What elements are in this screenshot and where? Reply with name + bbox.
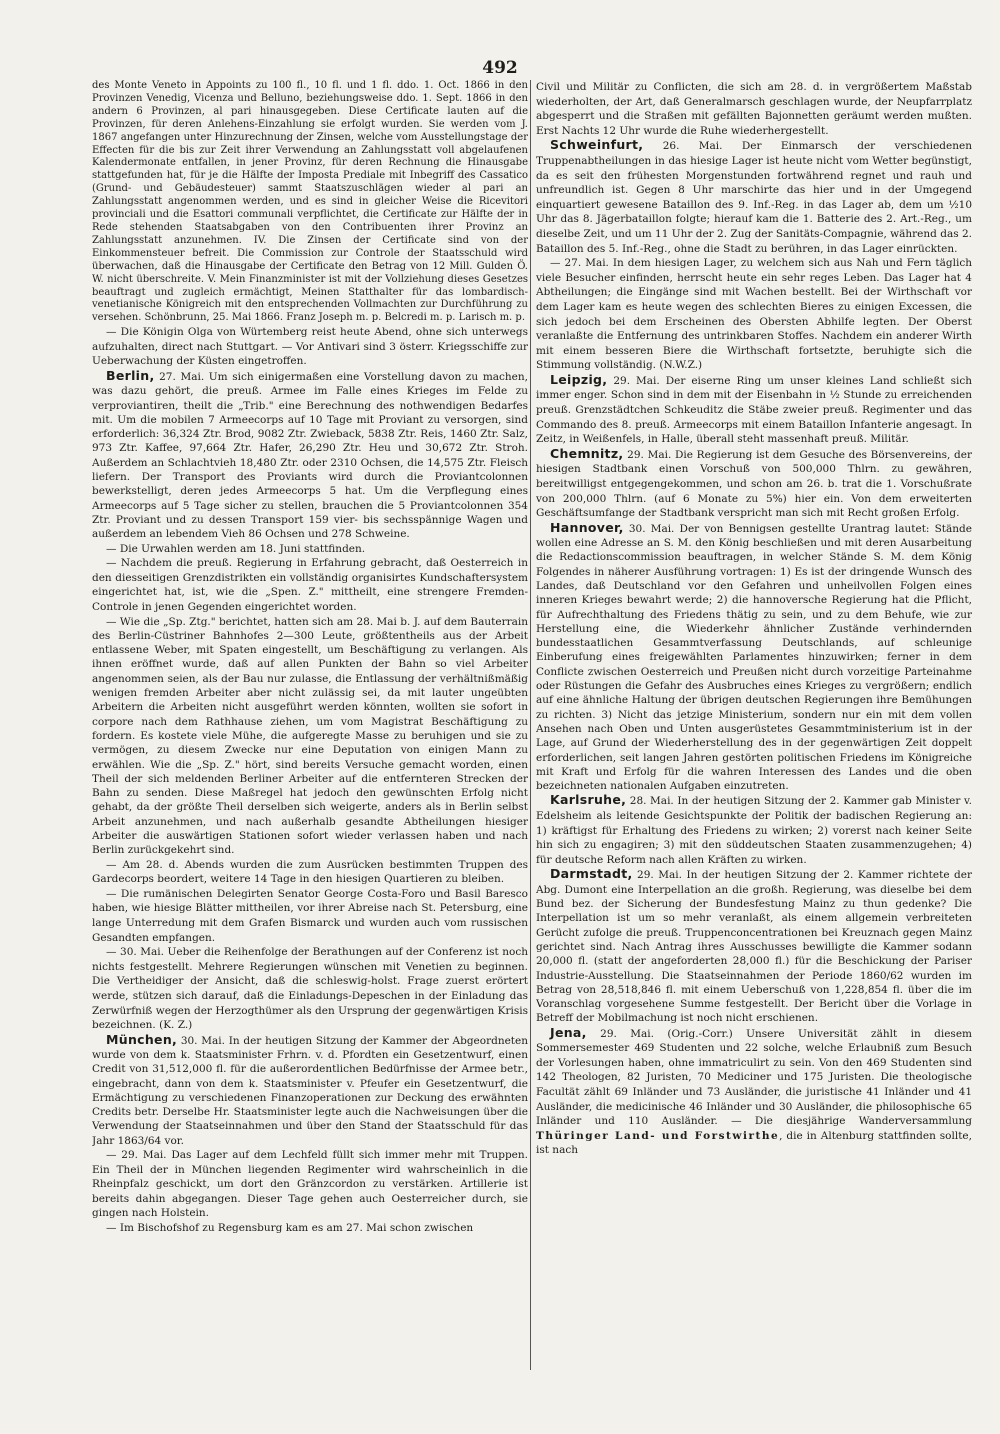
- right-column: [536, 80, 972, 1380]
- emphasized-text: Thüringer Land- und Forstwirthe: [536, 1129, 780, 1142]
- article-text: 27. Mai. Um sich einigermaßen eine Vorstellung davon zu machen, was dazu gehört, die preuß. Armee im Falle eines Krieges im Felde zu verproviantiren, theilt die „Trib." eine Berechnung des nothwendigen Bedarfes mit. Um die mobilen 7 Armeecorps auf 10 Tage mit Proviant zu versorgen, sind erforderlich: 36,324 Ztr. Brod, 9082 Ztr. Zwieback, 5838 Ztr. Reis, 1460 Ztr. Salz, 973 Ztr. Kaffee, 97,664 Ztr. Hafer, 26,290 Ztr. Heu und 30,672 Ztr. Stroh. Außerdem an Schlachtvieh 18,480 Ztr. oder 2310 Ochsen, die 14,575 Ztr. Fleisch liefern. Der Transport des Proviants wird durch die Proviantcolonnen bewerkstelligt, deren jedes Armeecorps 5 hat. Um die Verpflegung eines Armeecorps auf 5 Tage sicher zu stellen, brauchen die 5 Proviantcolonnen 354 Ztr. Proviant und zu dessen Transport 159 vier- bis sechsspännige Wagen und außerdem an lebendem Vieh 86 Ochsen und 278 Schweine.: [92, 371, 528, 541]
- article-text: , die in Altenburg stattfinden sollte, ist nach: [536, 1129, 972, 1157]
- page-number: 492: [482, 58, 518, 78]
- article-paragraph: — Im Bischofshof zu Regensburg kam es am 27. Mai schon zwischen: [106, 1222, 474, 1235]
- article-paragraph: — 30. Mai. Ueber die Reihenfolge der Berathungen auf der Conferenz ist noch nichts festgestellt. Mehrere Regierungen wünschen mit Venetien zu beginnen. Die Vertheidiger der Ansicht, daß die schleswig-holst. Frage zuerst erörtert werde, stützen sich darauf, daß die Einladungs-Depeschen in der Einladung das Zerwürfniß wegen der Herzogthümer als den Ursprung der gegenwärtigen Krisis bezeichnen. (K. Z.): [92, 946, 528, 1032]
- article-muenchen: [92, 1033, 528, 1148]
- article-text: 28. Mai. In der heutigen Sitzung der 2. Kammer gab Minister v. Edelsheim als leitende Gesichtspunkte der Politik der badischen Regierung an: 1) kräftigst für Erhaltung des Friedens zu wirken; 2) vorerst nach keiner Seite hin sich zu engagiren; 3) mit den süddeutschen Staaten zusammenzugehen; 4) für deutsche Reform nach allen Kräften zu wirken.: [536, 795, 972, 866]
- article-text: 30. Mai. In der heutigen Sitzung der Kammer der Abgeordneten wurde von dem k. Staatsminister Frhrn. v. d. Pfordten ein Gesetzentwurf, einen Credit von 31,512,000 fl. für die außerordentlichen Bedürfnisse der Armee betr., eingebracht, dann von dem k. Staatsminister v. Pfeufer ein Gesetzentwurf, die Ermächtigung zu verschiedenen Finanzoperationen zur Deckung des erwähnten Credits betr. Derselbe Hr. Staatsminister legte auch die Nachweisungen über die Verwendung der Staatseinnahmen und über den Stand der Staatsschuld für das Jahr 1863/64 vor.: [92, 1034, 528, 1147]
- article-berlin: [92, 369, 528, 542]
- article-text: 26. Mai. Der Einmarsch der verschiedenen Truppenabtheilungen in das hiesige Lager ist heute nicht vom Wetter begünstigt, da es seit den frühesten Morgenstunden fortwährend regnet und rauh und unfreundlich ist. Gegen 8 Uhr marschirte das hier und in der Umgegend einquartiert gewesene Bataillon des 9. Inf.-Reg. in das Lager ab, dem um ½10 Uhr das 8. Jägerbataillon folgte; hierauf kam die 1. Batterie des 2. Art.-Reg., um dieselbe Zeit, und um 11 Uhr der 2. Zug der Sanitäts-Compagnie, während das 2. Bataillon des 5. Inf.-Reg., ohne die Stadt zu berühren, in das Lager einrückten.: [536, 140, 972, 255]
- article-paragraph: — Wie die „Sp. Ztg." berichtet, hatten sich am 28. Mai b. J. auf dem Bauterrain des Berlin-Cüstriner Bahnhofes 2—300 Leute, größtentheils aus der Arbeit entlassene Weber, mit Spaten eingestellt, um Beschäftigung zu verlangen. Als ihnen eröffnet wurde, daß auf allen Punkten der Bahn so viel Arbeiter angenommen seien, als der Bau nur zulasse, die Entlassung der verhältnißmäßig wenigen fremden Arbeiter aber nicht zulässig sei, da mit lauter ungeübten Arbeitern die Arbeiten nicht ausgeführt werden könnten, wollten sie sofort in corpore nach dem Rathhause ziehen, um vom Magistrat Beschäftigung zu fordern. Es kostete viele Mühe, die aufgeregte Masse zu beruhigen und sie zu vermögen, zu diesem Zwecke nur eine Deputation von einigen Mann zu erwählen. Wie die „Sp. Z." hört, sind bereits Versuche gemacht worden, einen Theil der sich meldenden Berliner Arbeiter auf die entfernteren Strecken der Bahn zu senden. Diese Maßregel hat jedoch den gewünschten Erfolg nicht gehabt, da der größte Theil derselben sich weigerte, anders als in Berlin selbst Arbeit anzunehmen, und nach außerhalb gesandte Abtheilungen hiesiger Arbeiter die auswärtigen Stationen sofort wieder verlassen haben und nach Berlin zurückgekehrt sind.: [92, 615, 528, 857]
- article-jena: [536, 1026, 972, 1158]
- dateline-place: Berlin,: [106, 368, 155, 383]
- article-chemnitz: [536, 447, 972, 521]
- article-paragraph: des Monte Veneto in Appoints zu 100 fl., 10 fl. und 1 fl. ddo. 1. Oct. 1866 in den Provinzen Venedig, Vicenza und Belluno, beziehungsweise ddo. 1. Sept. 1866 in den andern 6 Provinzen, al pari hinausgegeben. Diese Certificate lauten auf die Provinzen, für deren Anlehens-Einzahlung sie erfolgt wurden. Sie werden vom J. 1867 angefangen unter Hinzurechnung der Zinsen, welche vom Ausstellungstage der Effecten für die bis zur Zeit ihrer Verwendung an Zahlungsstatt voll abgelaufenen Kalendermonate entfallen, in jener Provinz, für deren Rechnung die Hinausgabe stattgefunden hat, für je die Hälfte der Imposta Prediale mit Inbegriff des Cassatico (Grund- und Gebäudesteuer) sammt Staatszuschlägen wieder al pari an Zahlungsstatt angenommen werden, und es sind in gleicher Weise die Ricevitori provinciali und die Esattori communali verpflichtet, die Certificate zur Hälfte der in Rede stehenden Staatsabgaben von den Contribuenten ihrer Provinz an Zahlungsstatt anzunehmen. IV. Die Zinsen der Certificate sind von der Einkommensteuer befreit. Die Commission zur Controle der Staatsschuld wird überwachen, daß die Hinausgabe der Certificate den Betrag von 12 Mill. Gulden Ö. W. nicht überschreite. V. Mein Finanzminister ist mit der Vollziehung dieses Gesetzes beauftragt und zugleich ermächtigt, Meinen Statthalter für das lombardisch-venetianische Königreich mit den entsprechenden Vollmachten zur Durchführung zu versehen. Schönbrunn, 25. Mai 1866. Franz Joseph m. p. Belcredi m. p. Larisch m. p.: [92, 80, 528, 324]
- article-paragraph: — 29. Mai. Das Lager auf dem Lechfeld füllt sich immer mehr mit Truppen. Ein Theil der in München liegenden Regimenter wird wahrscheinlich in die Rheinpfalz geschickt, um dort den Gränzcordon zu verstärken. Artillerie ist bereits dahin abgegangen. Dieser Tage gehen auch Oesterreicher durch, sie gingen nach Holstein.: [92, 1149, 528, 1220]
- article-text: 29. Mai. (Orig.-Corr.) Unsere Universität zählt in diesem Sommersemester 469 Studenten und 22 solche, welche Erlaubniß zum Besuch der Vorlesungen haben, ohne immatriculirt zu sein. Von den 469 Studenten sind 142 Theologen, 82 Juristen, 70 Mediciner und 175 Juristen. Die theologische Facultät zählt 69 Inländer und 73 Ausländer, die juristische 41 Inländer und 41 Ausländer, die medicinische 46 Inländer und 30 Ausländer, die philosophische 65 Inländer und 110 Ausländer. — Die diesjährige Wanderversammlung: [536, 1027, 972, 1128]
- article-paragraph: — Die Königin Olga von Würtemberg reist heute Abend, ohne sich unterwegs aufzuhalten, direct nach Stuttgart. — Vor Antivari sind 3 österr. Kriegsschiffe zur Ueberwachung der Küsten eingetroffen.: [92, 326, 528, 368]
- dateline-place: Jena,: [550, 1024, 587, 1040]
- dateline-place: München,: [106, 1031, 178, 1047]
- article-paragraph: — Am 28. d. Abends wurden die zum Ausrücken bestimmten Truppen des Gardecorps beordert, weitere 14 Tage in den hiesigen Quartieren zu bleiben.: [92, 858, 528, 886]
- article-text: 30. Mai. Der von Bennigsen gestellte Urantrag lautet: Stände wollen eine Adresse an S. M. den König beschließen und mit deren Ausarbeitung die Redactionscommission beauftragen, in welcher Stände S. M. dem König Folgendes in näherer Ausführung vortragen: 1) Es ist der dringende Wunsch des Landes, daß Deutschland vor den Gefahren und unheilvollen Folgen eines inneren Krieges bewahrt werde; 2) die hannoversche Regierung hat die Pflicht, für Aufrechthaltung des Friedens thätig zu sein, und zu dem Behufe, wie zur Herstellung eine, die Wiederkehr ähnlicher Zustände verhindernden bundesstaatlichen Gesammtverfassung Deutschlands, auf schleunige Einberufung eines freigewählten Parlamentes hinzuwirken; ferner in dem Conflicte zwischen Oesterreich und Preußen nicht durch vorzeitige Parteinahme oder Rüstungen die Gefahr des Ausbruches eines Krieges zu vergrößern; endlich auf eine ähnliche Haltung der übrigen deutschen Regierungen ihre Bemühungen zu richten. 3) Nicht das jetzige Ministerium, sondern nur ein mit dem vollen Ansehen nach Oben und Unten ausgerüstetes Gesammtministerium ist in der Lage, auf Grund der Wiederherstellung des in der gegenwärtigen Zeit doppelt erforderlichen, seit langen Jahren gestörten politischen Friedens im Königreiche mit Kraft und Erfolg für die wahren Interessen des Landes und die oben bezeichneten nationalen Aufgaben einzutreten.: [536, 522, 972, 793]
- dateline-place: Chemnitz,: [550, 445, 624, 461]
- dateline-place: Schweinfurt,: [550, 137, 644, 153]
- article-text: 29. Mai. Der eiserne Ring um unser kleines Land schließt sich immer enger. Schon sind in dem mit der Eisenbahn in ½ Stunde zu erreichenden preuß. Grenzstädtchen Schkeuditz die Stäbe zweier preuß. Regimenter und das Commando des 8. preuß. Armeecorps mit einem Bataillon Infanterie angesagt. In Zeitz, in Weißenfels, in Halle, überall steht massenhaft preuß. Militär.: [536, 374, 972, 446]
- article-paragraph: — Nachdem die preuß. Regierung in Erfahrung gebracht, daß Oesterreich in den diesseitigen Grenzdistrikten ein vollständig organisirtes Kundschaftersystem eingerichtet hat, ist, wie die „Spen. Z." mittheilt, eine strengere Fremden-Controle in jenen Gegenden eingerichtet worden.: [92, 557, 528, 613]
- dateline-place: Darmstadt,: [550, 866, 633, 882]
- article-darmstadt: [536, 867, 972, 1025]
- dateline-place: Karlsruhe,: [550, 792, 627, 808]
- article-leipzig: [536, 373, 972, 447]
- article-paragraph: — Die rumänischen Delegirten Senator George Costa-Foro und Basil Baresco haben, wie hiesige Blätter mittheilen, vor ihrer Abreise nach St. Petersburg, eine lange Unterredung mit dem Grafen Bismarck und wurden auch vom russischen Gesandten empfangen.: [92, 887, 528, 944]
- dateline-place: Hannover,: [550, 519, 624, 535]
- article-paragraph: Civil und Militär zu Conflicten, die sich am 28. d. in vergrößertem Maßstab wiederholten, der Art, daß Generalmarsch geschlagen wurde, der Neupfarrplatz abgesperrt und die Straßen mit gefällten Bajonnetten geräumt werden mußten. Erst Nachts 12 Uhr wurde die Ruhe wiederhergestellt.: [536, 81, 972, 137]
- column-divider: [530, 80, 531, 1370]
- left-column: [92, 80, 528, 1380]
- article-hannover: [536, 521, 972, 794]
- article-paragraph: — 27. Mai. In dem hiesigen Lager, zu welchem sich aus Nah und Fern täglich viele Besucher einfinden, herrscht heute ein sehr reges Leben. Das Lager hat 4 Abtheilungen; die Eingänge sind mit Wachen bestellt. Bei der Wirthschaft vor dem Lager kam es heute wegen des schlechten Bieres zu einigen Excessen, die sich jedoch bei dem Erscheinen des Obersten Abhilfe legten. Der Oberst veranlaßte die Entfernung des untrinkbaren Stoffes. Nachdem ein anderer Wirth mit einem besseren Biere die Wirthschaft fortsetzte, beruhigte sich die Stimmung vollständig. (N.W.Z.): [536, 257, 972, 372]
- article-schweinfurt: [536, 138, 972, 256]
- article-text: 29. Mai. Die Regierung ist dem Gesuche des Börsenvereins, der hiesigen Stadtbank einen Vorschuß von 500,000 Thlrn. zu gewähren, bereitwilligst entgegengekommen, und schon am 26. b. trat die 1. Vorschußrate von 200,000 Thlrn. (auf 6 Monate zu 5%) hier ein. Von dem erweiterten Geschäftsumfange der Stadtbank verspricht man sich mit Recht großen Erfolg.: [536, 448, 972, 520]
- article-paragraph: — Die Urwahlen werden am 18. Juni stattfinden.: [106, 542, 366, 555]
- dateline-place: Leipzig,: [550, 371, 608, 387]
- article-karlsruhe: [536, 793, 972, 867]
- article-text: 29. Mai. In der heutigen Sitzung der 2. Kammer richtete der Abg. Dumont eine Interpellation an die großh. Regierung, was dieselbe bei dem Bund bez. der Sicherung der Bundesfestung Mainz zu thun gedenke? Die Interpellation ist um so mehr veranlaßt, als einem allgemein verbreiteten Gerücht zufolge die preuß. Truppenconcentrationen bei Kreuznach gegen Mainz gerichtet sind. Nach Antrag ihres Ausschusses bewilligte die Kammer sodann 20,000 fl. (statt der angeforderten 28,000 fl.) für die Beschickung der Pariser Industrie-Ausstellung. Die Staatseinnahmen der Periode 1860/62 wurden im Betrag von 28,518,846 fl. mit einem Ueberschuß von 1,228,854 fl. über die im Voranschlag vorgesehene Summe festgestellt. Der Bericht über die Vorlage in Betreff der Mobilmachung ist noch nicht erschienen.: [536, 869, 972, 1025]
